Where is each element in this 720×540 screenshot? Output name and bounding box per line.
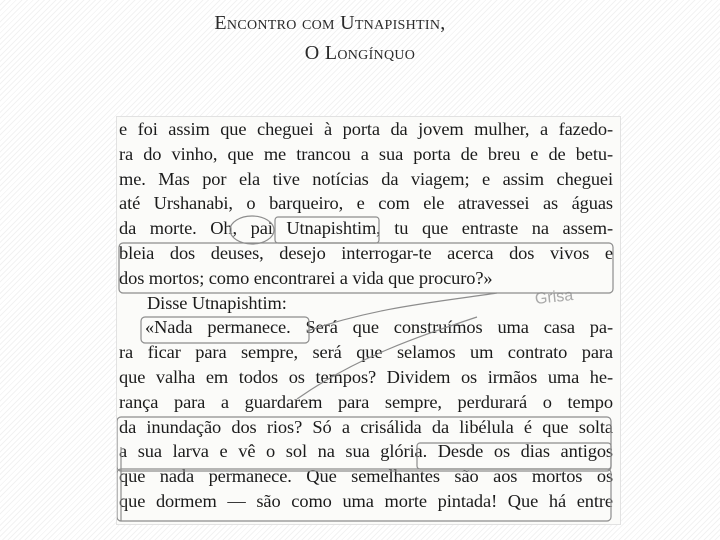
annotation-box [275, 217, 379, 243]
pencil-annotations [117, 117, 620, 524]
annotation-arrow [297, 317, 477, 399]
handwritten-margin-note: Grisa [534, 287, 574, 308]
text-line: ra ficar para sempre, será que selamos um contrato para [119, 342, 613, 363]
text-line: me. Mas por ela tive notícias da viagem; e assim cheguei [119, 168, 613, 189]
text-line: que nada permanece. Que semelhantes são aos mortos os [119, 466, 613, 487]
text-line: da morte. Oh, pai Utnapishtim, tu que entraste na assem- [119, 218, 613, 239]
text-line: dos mortos; como encontrarei a vida que procuro?» [119, 267, 493, 288]
text-line: ra do vinho, que me trancou a sua porta de breu e de betu- [119, 143, 613, 164]
text-line: que dormem — são como uma morte pintada! Que há entre [119, 490, 613, 511]
annotation-box [417, 443, 611, 469]
scanned-text-image [117, 117, 620, 524]
text-line: até Urshanabi, o barqueiro, e com ele atravessei as águas [119, 193, 613, 214]
slide-title-line-2: O Longínquo [304, 42, 416, 64]
slide-title [0, 8, 720, 68]
text-line: e foi assim que cheguei à porta da jovem mulher, a fazedo- [119, 119, 613, 139]
text-line: rança para a guardarem para sempre, perdurará o tempo [119, 391, 613, 412]
annotation-box [141, 317, 309, 343]
text-line: Disse Utnapishtim: [147, 292, 287, 313]
text-line: bleia dos deuses, desejo interrogar-te acerca dos vivos e [119, 242, 613, 263]
annotation-box [117, 417, 611, 471]
annotation-box [119, 243, 613, 293]
text-line: a sua larva e vê o sol na sua glória. Desde os dias antigos [119, 441, 613, 462]
text-line: «Nada permanece. Será que construímos uma casa pa- [145, 317, 613, 338]
slide-title-line-1: Encontro com Utnapishtin, [214, 12, 446, 34]
text-line: da inundação dos rios? Só a crisálida da libélula é que solta [119, 416, 613, 437]
annotation-circle [230, 216, 274, 244]
annotation-arrow [307, 293, 497, 331]
annotation-box [117, 469, 611, 521]
text-line: que valha em todos os tempos? Dividem os irmãos uma he- [119, 366, 613, 387]
